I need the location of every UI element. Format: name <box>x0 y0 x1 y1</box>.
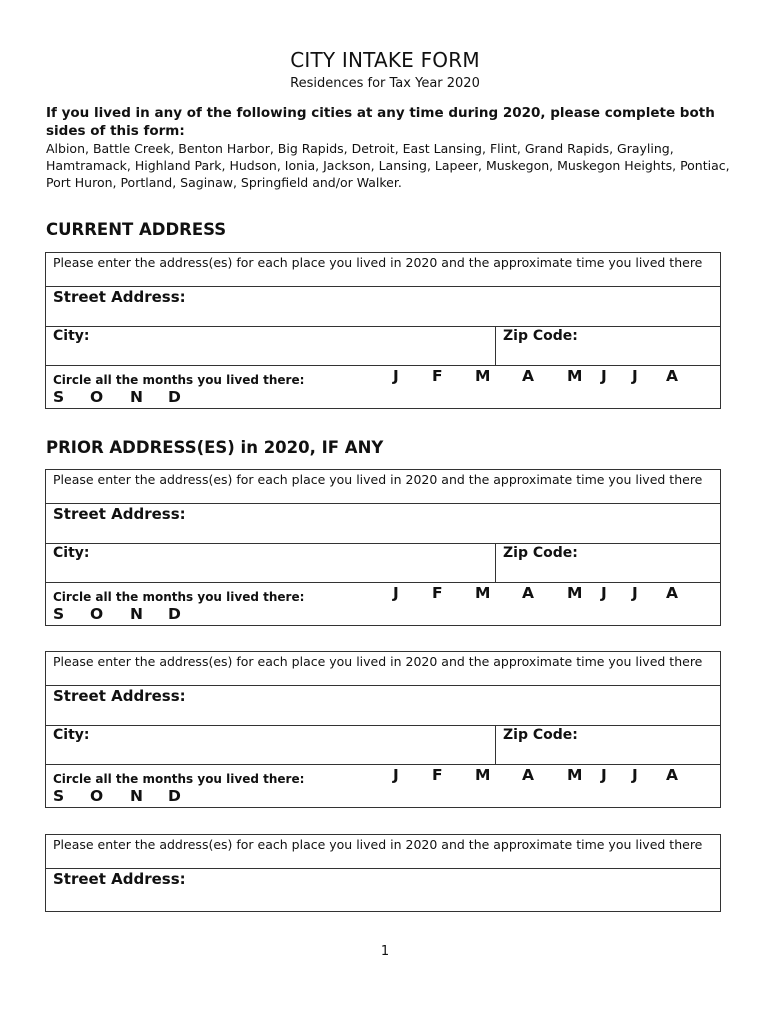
month-jan[interactable]: J <box>393 584 399 602</box>
month-jun[interactable]: J <box>601 766 607 784</box>
city-label: City: <box>53 545 90 561</box>
prior-address-box <box>45 469 721 626</box>
months-row <box>46 366 720 408</box>
zip-code-label: Zip Code: <box>503 727 578 743</box>
month-jun[interactable]: J <box>601 584 607 602</box>
street-address-label: Street Address: <box>53 870 186 888</box>
month-apr[interactable]: A <box>522 367 534 385</box>
page-number: 1 <box>380 944 390 959</box>
prior-address-box <box>45 651 721 808</box>
city-field[interactable] <box>46 726 496 764</box>
street-address-field[interactable] <box>46 686 720 726</box>
month-apr[interactable]: A <box>522 766 534 784</box>
instructions-text: Please enter the address(es) for each place you lived in 2020 and the approximate time you lived there <box>46 470 720 504</box>
month-dec[interactable]: D <box>168 605 181 623</box>
current-address-heading: CURRENT ADDRESS <box>46 220 227 239</box>
month-apr[interactable]: A <box>522 584 534 602</box>
month-oct[interactable]: O <box>90 787 104 805</box>
street-address-label: Street Address: <box>53 505 186 523</box>
street-address-field[interactable] <box>46 869 720 911</box>
city-list: Albion, Battle Creek, Benton Harbor, Big Rapids, Detroit, East Lansing, Flint, Grand Rapids, Grayling, Hamtramack, Highland Park, Hudson, Ionia, Jackson, Lansing, Lapeer, Muskegon, Muskegon Heights, Pontiac, Port Huron, Portland, Saginaw, Springfield and/or Walker. <box>46 141 730 190</box>
city-field[interactable] <box>46 544 496 582</box>
zip-code-field[interactable] <box>496 327 720 365</box>
city-zip-row <box>46 544 720 583</box>
zip-code-label: Zip Code: <box>503 545 578 561</box>
month-feb[interactable]: F <box>432 367 443 385</box>
month-jul[interactable]: J <box>632 367 638 385</box>
month-nov[interactable]: N <box>130 388 143 406</box>
months-row <box>46 583 720 625</box>
street-address-label: Street Address: <box>53 288 186 306</box>
page-subtitle: Residences for Tax Year 2020 <box>290 76 480 91</box>
month-nov[interactable]: N <box>130 787 143 805</box>
month-feb[interactable]: F <box>432 584 443 602</box>
months-label: Circle all the months you lived there: <box>53 772 305 786</box>
city-field[interactable] <box>46 327 496 365</box>
months-label: Circle all the months you lived there: <box>53 373 305 387</box>
prior-address-heading: PRIOR ADDRESS(ES) in 2020, IF ANY <box>46 438 384 457</box>
month-sep[interactable]: S <box>53 388 65 406</box>
months-row <box>46 765 720 807</box>
month-feb[interactable]: F <box>432 766 443 784</box>
zip-code-field[interactable] <box>496 544 720 582</box>
instructions-text: Please enter the address(es) for each place you lived in 2020 and the approximate time you lived there <box>46 835 720 869</box>
month-jan[interactable]: J <box>393 367 399 385</box>
street-address-field[interactable] <box>46 287 720 327</box>
current-address-box <box>45 252 721 409</box>
month-jan[interactable]: J <box>393 766 399 784</box>
month-jul[interactable]: J <box>632 766 638 784</box>
month-dec[interactable]: D <box>168 388 181 406</box>
month-dec[interactable]: D <box>168 787 181 805</box>
street-address-field[interactable] <box>46 504 720 544</box>
month-sep[interactable]: S <box>53 605 65 623</box>
month-aug[interactable]: A <box>666 584 678 602</box>
page-title: CITY INTAKE FORM <box>290 48 480 72</box>
instructions-text: Please enter the address(es) for each place you lived in 2020 and the approximate time you lived there <box>46 652 720 686</box>
month-nov[interactable]: N <box>130 605 143 623</box>
month-may[interactable]: M <box>567 584 583 602</box>
month-jun[interactable]: J <box>601 367 607 385</box>
instructions-text: Please enter the address(es) for each place you lived in 2020 and the approximate time you lived there <box>46 253 720 287</box>
month-sep[interactable]: S <box>53 787 65 805</box>
month-may[interactable]: M <box>567 367 583 385</box>
prior-address-box <box>45 834 721 912</box>
month-oct[interactable]: O <box>90 388 104 406</box>
month-jul[interactable]: J <box>632 584 638 602</box>
city-label: City: <box>53 727 90 743</box>
intro-heading: If you lived in any of the following cities at any time during 2020, please complete both sides of this form: <box>46 105 715 139</box>
month-mar[interactable]: M <box>475 367 491 385</box>
month-oct[interactable]: O <box>90 605 104 623</box>
month-aug[interactable]: A <box>666 766 678 784</box>
month-aug[interactable]: A <box>666 367 678 385</box>
city-zip-row <box>46 726 720 765</box>
months-label: Circle all the months you lived there: <box>53 590 305 604</box>
month-may[interactable]: M <box>567 766 583 784</box>
zip-code-field[interactable] <box>496 726 720 764</box>
month-mar[interactable]: M <box>475 584 491 602</box>
city-zip-row <box>46 327 720 366</box>
month-mar[interactable]: M <box>475 766 491 784</box>
city-label: City: <box>53 328 90 344</box>
street-address-label: Street Address: <box>53 687 186 705</box>
zip-code-label: Zip Code: <box>503 328 578 344</box>
